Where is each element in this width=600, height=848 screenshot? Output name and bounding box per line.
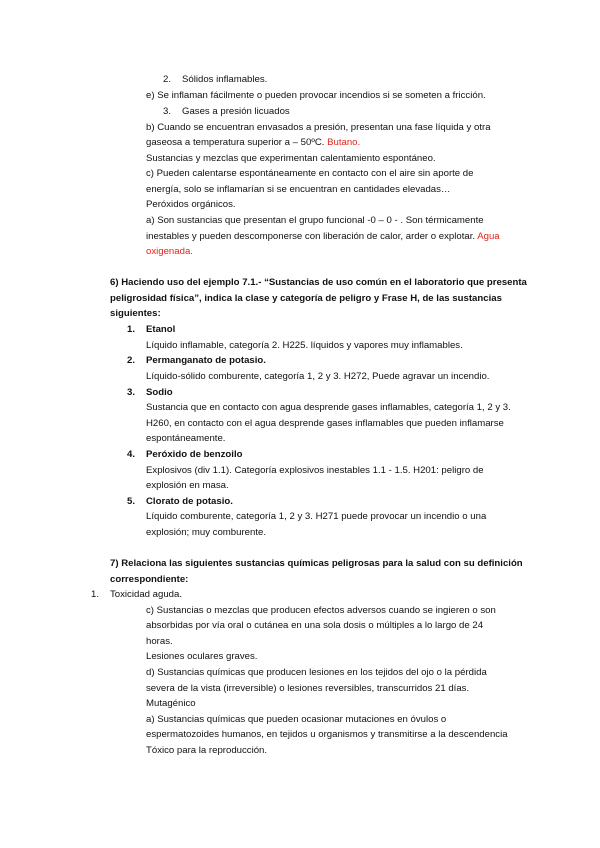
list-number: 1. (127, 324, 136, 335)
list-number: 3. (163, 106, 172, 117)
list-item-solidos-inflamables: Sólidos inflamables. (182, 74, 268, 85)
paragraph-line: e) Se inflaman fácilmente o pueden provocar incendios si se someten a fricción. (146, 90, 486, 101)
list-number: 5. (127, 496, 136, 507)
substance-name: Etanol (146, 324, 176, 335)
paragraph-text: inestables y pueden descomponerse con liberación de calor, arder o explotar. (146, 231, 476, 242)
section-title: Mutagénico (146, 698, 196, 709)
paragraph-line (146, 135, 360, 151)
answer-line: explosión en masa. (146, 480, 229, 491)
substance-name: Permanganato de potasio. (146, 355, 266, 366)
substance-name: Sodio (146, 387, 173, 398)
substance-name: Peróxido de benzoilo (146, 449, 243, 460)
answer-line: espermatozoides humanos, en tejidos u organismos y transmitirse a la descendencia (146, 729, 508, 740)
answer-line: Sustancia que en contacto con agua desprende gases inflamables, categoría 1, 2 y 3. (146, 402, 511, 413)
list-item-gases-presion: Gases a presión licuados (182, 106, 290, 117)
question-heading: 7) Relaciona las siguientes sustancias químicas peligrosas para la salud con su definición (110, 558, 523, 569)
answer-line: Explosivos (div 1.1). Categoría explosivos inestables 1.1 - 1.5. H201: peligro de (146, 465, 484, 476)
list-number: 4. (127, 449, 136, 460)
paragraph-line: a) Son sustancias que presentan el grupo funcional -0 – 0 - . Son térmicamente (146, 215, 484, 226)
paragraph-line: energía, solo se inflamarían si se encuentran en cantidades elevadas… (146, 184, 451, 195)
question-heading: correspondiente: (110, 574, 189, 585)
answer-line: severa de la vista (irreversible) o lesiones reversibles, transcurridos 21 días. (146, 683, 470, 694)
list-number: 2. (127, 355, 136, 366)
answer-line: d) Sustancias químicas que producen lesiones en los tejidos del ojo o la pérdida (146, 667, 487, 678)
section-title: Peróxidos orgánicos. (146, 199, 236, 210)
answer-line: a) Sustancias químicas que pueden ocasionar mutaciones en óvulos o (146, 714, 447, 725)
list-number: 1. (91, 589, 100, 600)
paragraph-line: c) Pueden calentarse espontáneamente en contacto con el aire sin aporte de (146, 168, 474, 179)
paragraph-text: gaseosa a temperatura superior a – 50ºC. (146, 137, 325, 148)
question-heading: peligrosidad física”, indica la clase y categoría de peligro y Frase H, de las sustancias (110, 293, 502, 304)
list-item-toxicidad-aguda: Toxicidad aguda. (110, 589, 183, 600)
section-title: Tóxico para la reproducción. (146, 745, 268, 756)
paragraph-line (146, 229, 500, 245)
list-number: 3. (127, 387, 136, 398)
question-heading: 6) Haciendo uso del ejemplo 7.1.- “Sustancias de uso común en el laboratorio que presenta (110, 277, 527, 288)
answer-line: Líquido inflamable, categoría 2. H225. líquidos y vapores muy inflamables. (146, 340, 463, 351)
highlight-example: Agua (477, 231, 500, 242)
answer-line: c) Sustancias o mezclas que producen efectos adversos cuando se ingieren o son (146, 605, 496, 616)
answer-line: Líquido-sólido comburente, categoría 1, 2 y 3. H272, Puede agravar un incendio. (146, 371, 490, 382)
answer-line: H260, en contacto con el agua desprende gases inflamables que pueden inflamarse (146, 418, 504, 429)
substance-name: Clorato de potasio. (146, 496, 233, 507)
section-title: Lesiones oculares graves. (146, 651, 258, 662)
answer-line: absorbidas por vía oral o cutánea en una sola dosis o múltiples a lo largo de 24 (146, 620, 484, 631)
highlight-example: Butano. (327, 137, 361, 148)
paragraph-line: b) Cuando se encuentran envasados a presión, presentan una fase líquida y otra (146, 122, 491, 133)
answer-line: espontáneamente. (146, 433, 226, 444)
section-title: Sustancias y mezclas que experimentan calentamiento espontáneo. (146, 153, 436, 164)
highlight-example: oxigenada. (146, 246, 193, 257)
answer-line: Líquido comburente, categoría 1, 2 y 3. H271 puede provocar un incendio o una (146, 511, 487, 522)
list-number: 2. (163, 74, 172, 85)
answer-line: horas. (146, 636, 173, 647)
question-heading: siguientes: (110, 308, 161, 319)
answer-line: explosión; muy comburente. (146, 527, 266, 538)
